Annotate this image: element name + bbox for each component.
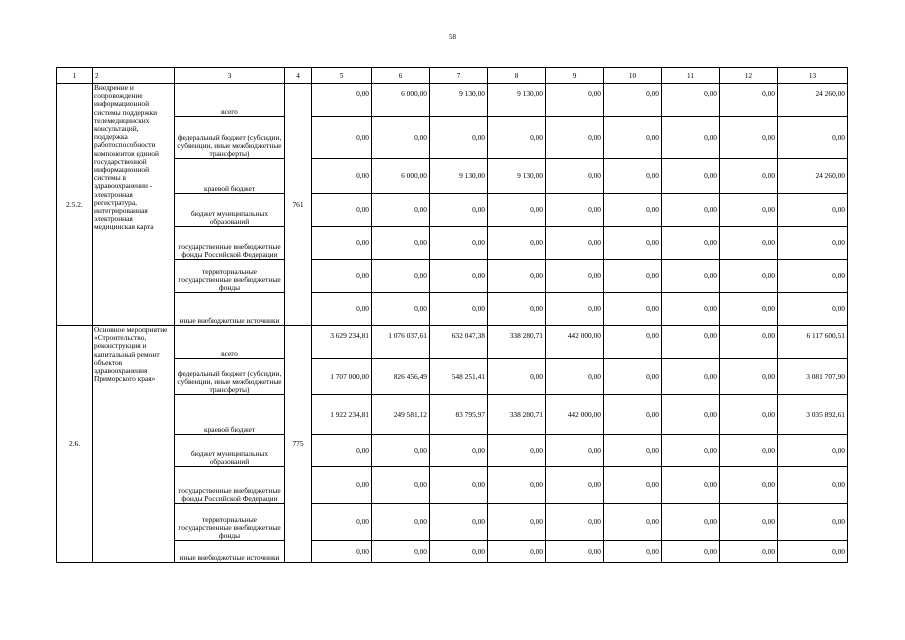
- amount-cell: 0,00: [662, 504, 720, 541]
- funding-source: иные внебюджетные источники: [175, 541, 285, 563]
- amount-cell: 0,00: [662, 326, 720, 359]
- amount-cell: 0,00: [546, 260, 604, 293]
- funding-source: федеральный бюджет (субсидии, субвенции, иные межбюджетные трансферты): [175, 359, 285, 395]
- amount-cell: 6 117 600,51: [778, 326, 848, 359]
- amount-cell: 0,00: [488, 194, 546, 227]
- amount-cell: 9 130,00: [430, 84, 488, 117]
- section-name: Внедрение и сопровождение информационной системы поддержки телемедицинских консультаций, поддержка работоспособности компонентов единой государственной информационной системы в здравоохранении - электронная регистратура, интегрированная электронная медицинская карта: [93, 84, 175, 326]
- amount-cell: 0,00: [662, 293, 720, 326]
- amount-cell: 0,00: [778, 467, 848, 504]
- amount-cell: 3 629 234,81: [312, 326, 372, 359]
- amount-cell: 0,00: [546, 159, 604, 194]
- table-row: [57, 117, 848, 159]
- amount-cell: 0,00: [720, 359, 778, 395]
- amount-cell: 0,00: [488, 504, 546, 541]
- amount-cell: 0,00: [312, 117, 372, 159]
- amount-cell: 1 707 000,00: [312, 359, 372, 395]
- amount-cell: 0,00: [488, 467, 546, 504]
- column-header: 13: [778, 68, 848, 84]
- grbs-code: 761: [285, 84, 312, 326]
- amount-cell: 0,00: [312, 293, 372, 326]
- amount-cell: 442 000,00: [546, 395, 604, 435]
- amount-cell: 0,00: [778, 435, 848, 467]
- amount-cell: 0,00: [312, 541, 372, 563]
- table-row: [57, 227, 848, 260]
- amount-cell: 0,00: [546, 117, 604, 159]
- amount-cell: 0,00: [312, 435, 372, 467]
- amount-cell: 338 280,71: [488, 395, 546, 435]
- amount-cell: 3 081 707,90: [778, 359, 848, 395]
- amount-cell: 24 260,00: [778, 159, 848, 194]
- amount-cell: 0,00: [720, 326, 778, 359]
- amount-cell: 0,00: [312, 84, 372, 117]
- amount-cell: 338 280,71: [488, 326, 546, 359]
- amount-cell: 0,00: [546, 541, 604, 563]
- amount-cell: 0,00: [604, 260, 662, 293]
- amount-cell: 0,00: [604, 117, 662, 159]
- amount-cell: 0,00: [546, 293, 604, 326]
- amount-cell: 0,00: [488, 435, 546, 467]
- funding-source: государственные внебюджетные фонды Российской Федерации: [175, 227, 285, 260]
- table-row: [57, 435, 848, 467]
- funding-source: государственные внебюджетные фонды Российской Федерации: [175, 467, 285, 504]
- amount-cell: 24 260,00: [778, 84, 848, 117]
- amount-cell: 548 251,41: [430, 359, 488, 395]
- amount-cell: 0,00: [778, 194, 848, 227]
- column-header: 6: [372, 68, 430, 84]
- section-name: Основное мероприятие «Строительство, реконструкция и капитальный ремонт объектов здравоохранения Приморского края»: [93, 326, 175, 563]
- amount-cell: 1 922 234,81: [312, 395, 372, 435]
- amount-cell: 0,00: [662, 359, 720, 395]
- amount-cell: 0,00: [430, 117, 488, 159]
- table-row: [57, 194, 848, 227]
- amount-cell: 0,00: [720, 117, 778, 159]
- funding-source: федеральный бюджет (субсидии, субвенции, иные межбюджетные трансферты): [175, 117, 285, 159]
- funding-source: краевой бюджет: [175, 395, 285, 435]
- amount-cell: 632 047,38: [430, 326, 488, 359]
- amount-cell: 0,00: [604, 84, 662, 117]
- table-row: [57, 159, 848, 194]
- column-header: 4: [285, 68, 312, 84]
- amount-cell: 0,00: [604, 504, 662, 541]
- amount-cell: 0,00: [312, 227, 372, 260]
- amount-cell: 0,00: [662, 194, 720, 227]
- amount-cell: 0,00: [430, 541, 488, 563]
- funding-source: иные внебюджетные источники: [175, 293, 285, 326]
- amount-cell: 0,00: [488, 260, 546, 293]
- amount-cell: 0,00: [546, 227, 604, 260]
- amount-cell: 0,00: [430, 435, 488, 467]
- funding-source: территориальные государственные внебюджетные фонды: [175, 504, 285, 541]
- amount-cell: 0,00: [778, 541, 848, 563]
- amount-cell: 9 130,00: [488, 159, 546, 194]
- amount-cell: 0,00: [662, 227, 720, 260]
- column-header: 11: [662, 68, 720, 84]
- amount-cell: 0,00: [488, 359, 546, 395]
- amount-cell: 83 795,97: [430, 395, 488, 435]
- amount-cell: 0,00: [372, 194, 430, 227]
- amount-cell: 0,00: [604, 541, 662, 563]
- amount-cell: 0,00: [546, 504, 604, 541]
- amount-cell: 0,00: [662, 541, 720, 563]
- section-code: 2.6.: [57, 326, 93, 563]
- amount-cell: 0,00: [720, 541, 778, 563]
- amount-cell: 0,00: [546, 359, 604, 395]
- amount-cell: 1 076 037,61: [372, 326, 430, 359]
- table-row: [57, 467, 848, 504]
- table-row: [57, 504, 848, 541]
- amount-cell: 0,00: [604, 326, 662, 359]
- amount-cell: 3 035 892,61: [778, 395, 848, 435]
- amount-cell: 0,00: [778, 117, 848, 159]
- amount-cell: 0,00: [604, 435, 662, 467]
- amount-cell: 0,00: [430, 194, 488, 227]
- table-row: [57, 260, 848, 293]
- amount-cell: 0,00: [604, 395, 662, 435]
- amount-cell: 0,00: [312, 504, 372, 541]
- amount-cell: 0,00: [662, 117, 720, 159]
- amount-cell: 0,00: [430, 293, 488, 326]
- amount-cell: 0,00: [720, 159, 778, 194]
- amount-cell: 0,00: [720, 293, 778, 326]
- amount-cell: 826 456,49: [372, 359, 430, 395]
- amount-cell: 0,00: [778, 504, 848, 541]
- column-header: 8: [488, 68, 546, 84]
- budget-table: [56, 67, 848, 563]
- amount-cell: 0,00: [720, 227, 778, 260]
- amount-cell: 0,00: [546, 194, 604, 227]
- funding-source: всего: [175, 84, 285, 117]
- table-body: [57, 68, 848, 563]
- column-header: 10: [604, 68, 662, 84]
- amount-cell: 0,00: [488, 293, 546, 326]
- amount-cell: 0,00: [720, 504, 778, 541]
- funding-source: территориальные государственные внебюджетные фонды: [175, 260, 285, 293]
- amount-cell: 0,00: [662, 395, 720, 435]
- amount-cell: 6 000,00: [372, 159, 430, 194]
- amount-cell: 0,00: [778, 260, 848, 293]
- amount-cell: 0,00: [604, 159, 662, 194]
- amount-cell: 0,00: [546, 467, 604, 504]
- amount-cell: 0,00: [372, 541, 430, 563]
- funding-source: бюджет муниципальных образований: [175, 435, 285, 467]
- amount-cell: 0,00: [312, 159, 372, 194]
- column-header: 7: [430, 68, 488, 84]
- amount-cell: 0,00: [662, 260, 720, 293]
- amount-cell: 0,00: [546, 435, 604, 467]
- amount-cell: 0,00: [488, 227, 546, 260]
- amount-cell: 0,00: [604, 359, 662, 395]
- amount-cell: 0,00: [372, 227, 430, 260]
- table-row: [57, 293, 848, 326]
- amount-cell: 0,00: [778, 227, 848, 260]
- column-header: 1: [57, 68, 93, 84]
- amount-cell: 0,00: [488, 541, 546, 563]
- amount-cell: 249 581,12: [372, 395, 430, 435]
- amount-cell: 0,00: [720, 194, 778, 227]
- funding-source: бюджет муниципальных образований: [175, 194, 285, 227]
- amount-cell: 0,00: [488, 117, 546, 159]
- amount-cell: 0,00: [778, 293, 848, 326]
- amount-cell: 0,00: [372, 293, 430, 326]
- amount-cell: 0,00: [662, 435, 720, 467]
- amount-cell: 0,00: [372, 435, 430, 467]
- column-header: 12: [720, 68, 778, 84]
- amount-cell: 9 130,00: [488, 84, 546, 117]
- amount-cell: 0,00: [312, 194, 372, 227]
- header-row: [57, 68, 848, 84]
- amount-cell: 0,00: [430, 227, 488, 260]
- amount-cell: 0,00: [720, 395, 778, 435]
- amount-cell: 6 000,00: [372, 84, 430, 117]
- column-header: 9: [546, 68, 604, 84]
- amount-cell: 0,00: [720, 84, 778, 117]
- amount-cell: 0,00: [604, 293, 662, 326]
- amount-cell: 0,00: [604, 467, 662, 504]
- amount-cell: 0,00: [720, 467, 778, 504]
- amount-cell: 0,00: [312, 260, 372, 293]
- table-row: [57, 395, 848, 435]
- amount-cell: 0,00: [604, 194, 662, 227]
- table-row: [57, 541, 848, 563]
- amount-cell: 0,00: [720, 435, 778, 467]
- amount-cell: 0,00: [430, 260, 488, 293]
- page-number: 58: [449, 33, 456, 41]
- amount-cell: 0,00: [430, 504, 488, 541]
- amount-cell: 442 000,00: [546, 326, 604, 359]
- amount-cell: 0,00: [604, 227, 662, 260]
- funding-source: краевой бюджет: [175, 159, 285, 194]
- column-header: 3: [175, 68, 285, 84]
- amount-cell: 0,00: [372, 467, 430, 504]
- section-code: 2.5.2.: [57, 84, 93, 326]
- funding-source: всего: [175, 326, 285, 359]
- table-row: [57, 359, 848, 395]
- table-row: [57, 326, 848, 359]
- grbs-code: 775: [285, 326, 312, 563]
- amount-cell: 0,00: [312, 467, 372, 504]
- amount-cell: 0,00: [662, 467, 720, 504]
- amount-cell: 9 130,00: [430, 159, 488, 194]
- amount-cell: 0,00: [720, 260, 778, 293]
- amount-cell: 0,00: [546, 84, 604, 117]
- amount-cell: 0,00: [662, 159, 720, 194]
- column-header: 2: [93, 68, 175, 84]
- amount-cell: 0,00: [372, 117, 430, 159]
- amount-cell: 0,00: [372, 260, 430, 293]
- column-header: 5: [312, 68, 372, 84]
- amount-cell: 0,00: [372, 504, 430, 541]
- amount-cell: 0,00: [662, 84, 720, 117]
- amount-cell: 0,00: [430, 467, 488, 504]
- table-row: [57, 84, 848, 117]
